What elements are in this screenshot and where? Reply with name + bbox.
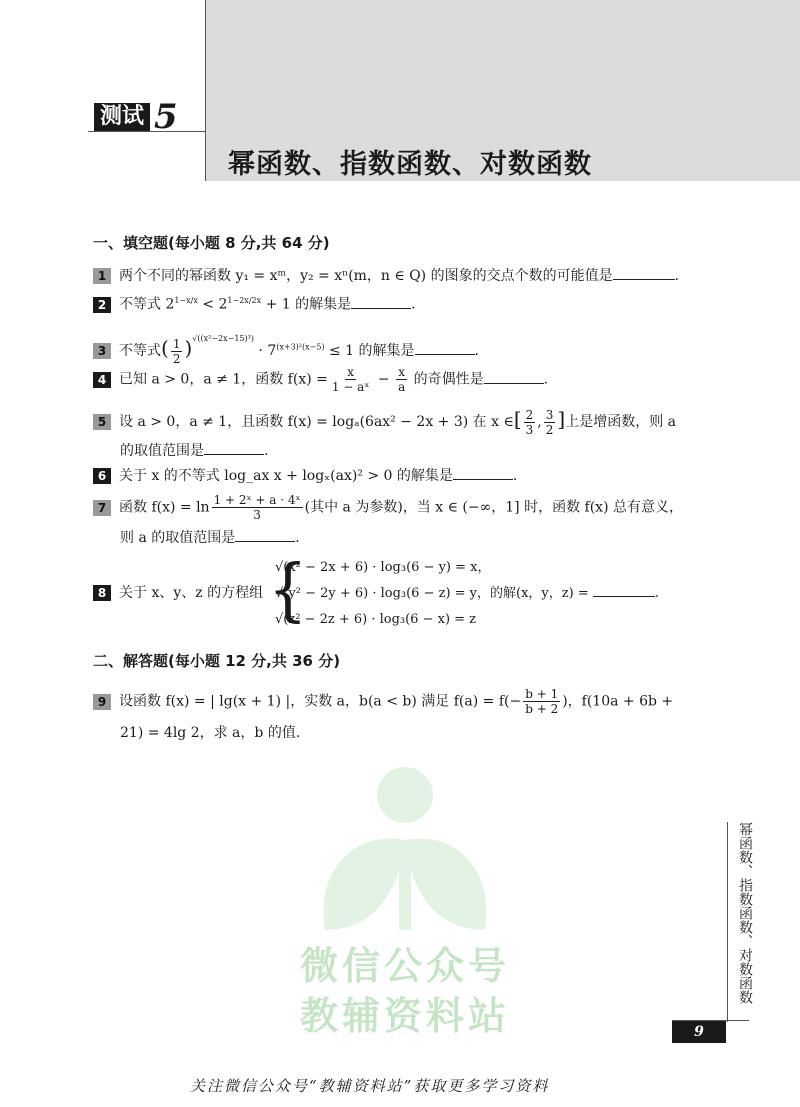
denominator: 3 bbox=[525, 422, 534, 437]
equation-3: √(z² − 2z + 6) · log₃(6 − x) = z bbox=[275, 612, 477, 627]
test-badge bbox=[88, 97, 184, 137]
answer-blank[interactable] bbox=[613, 265, 675, 280]
denominator: 1 − aˣ bbox=[331, 380, 370, 394]
exponent: √((x²−2x−15)³) bbox=[192, 334, 254, 343]
exponent: (x+3)²(x−5) bbox=[276, 342, 325, 352]
period: . bbox=[674, 268, 680, 284]
footer-note: 关注微信公众号“教辅资料站”获取更多学习资料 bbox=[190, 1077, 550, 1095]
section-answer: 二、解答题(每小题 12 分,共 36 分) bbox=[93, 652, 341, 670]
badge-number: 5 bbox=[154, 97, 178, 137]
watermark-text-2: 教辅资料站 bbox=[300, 994, 511, 1038]
question-text-suffix: 的解(x，y，z) = bbox=[490, 586, 589, 601]
period: . bbox=[264, 443, 269, 459]
answer-blank[interactable] bbox=[351, 294, 411, 309]
question-2 bbox=[93, 288, 720, 318]
question-6 bbox=[93, 463, 720, 489]
question-text-suffix: 的奇偶性是 bbox=[409, 371, 484, 388]
question-text-mid: < 2 bbox=[197, 296, 228, 313]
denominator: 2 bbox=[545, 422, 554, 437]
equation-2 bbox=[275, 581, 659, 607]
question-number: 6 bbox=[93, 468, 111, 484]
period: . bbox=[512, 468, 518, 484]
question-9-continued: 21) = 4lg 2，求 a，b 的值. bbox=[120, 725, 301, 741]
bracket-close: ] bbox=[557, 407, 566, 431]
numerator: x bbox=[347, 365, 355, 379]
page-title: 幂函数、指数函数、对数函数 bbox=[228, 149, 592, 180]
numerator: 1 + 2ˣ + a · 4ˣ bbox=[213, 493, 301, 507]
question-text-suffix: 上是增函数，则 a bbox=[565, 414, 676, 430]
question-7-continued bbox=[120, 525, 300, 551]
page-number: 9 bbox=[672, 1021, 726, 1043]
question-5: 5 设 a > 0，a ≠ 1，且函数 f(x) = logₐ(6ax² − 2x + 3) 在 x ∈[ $\frac{2}{3}$ , $\frac{3}{2}$ ]上是增函数，则 a bbox=[93, 406, 720, 437]
numerator: x bbox=[398, 365, 406, 379]
paren-open: ( bbox=[161, 336, 169, 360]
section-fill-in: 一、填空题(每小题 8 分,共 64 分) bbox=[93, 234, 330, 252]
bracket-open: [ bbox=[513, 407, 522, 431]
question-text-prefix: 不等式 2 bbox=[119, 296, 175, 313]
equation-1: √(x² − 2x + 6) · log₃(6 − y) = x， bbox=[275, 560, 491, 575]
question-number: 9 bbox=[93, 694, 111, 710]
question-5-continued bbox=[120, 438, 268, 464]
equation-2-text: √(y² − 2y + 6) · log₃(6 − z) = y， bbox=[275, 586, 491, 601]
watermark-text-1: 微信公众号 bbox=[300, 944, 511, 988]
question-7 bbox=[93, 493, 720, 522]
answer-blank[interactable] bbox=[235, 527, 295, 542]
numerator: 2 bbox=[525, 407, 534, 422]
denominator: 3 bbox=[253, 508, 261, 522]
question-3 bbox=[93, 326, 720, 366]
question-text-suffix: )，f(10a + 6b + bbox=[562, 693, 674, 710]
fraction-1 bbox=[330, 365, 372, 394]
fraction-right bbox=[544, 408, 556, 437]
answer-blank[interactable] bbox=[593, 582, 655, 597]
question-text-mid: · 7 bbox=[253, 343, 277, 359]
side-chapter-tab: 幂函数、指数函数、对数函数 bbox=[727, 822, 754, 1022]
question-number: 3 bbox=[93, 343, 111, 359]
question-text-prefix: 设函数 f(x) = | lg(x + 1) |，实数 a，b(a < b) 满足 f(a) = f(− bbox=[119, 693, 522, 710]
fraction bbox=[523, 687, 560, 716]
equation-system bbox=[275, 555, 659, 633]
period: . bbox=[295, 530, 300, 546]
question-4 bbox=[93, 365, 720, 394]
question-text: 两个不同的幂函数 y₁ = xᵐ，y₂ = xⁿ(m，n ∈ Q) 的图象的交点个数的可能值是 bbox=[119, 268, 613, 284]
question-number: 8 bbox=[93, 585, 111, 601]
numerator: b + 1 bbox=[525, 687, 559, 701]
badge-label: 测试 bbox=[94, 103, 150, 131]
question-text-prefix: 不等式 bbox=[119, 343, 161, 359]
fraction-half bbox=[171, 337, 183, 366]
fraction-left bbox=[524, 408, 536, 437]
answer-blank[interactable] bbox=[415, 340, 475, 355]
question-text: 的取值范围是 bbox=[120, 443, 204, 459]
denominator: 2 bbox=[172, 351, 181, 366]
question-text-suffix: + 1 的解集是 bbox=[261, 296, 352, 313]
question-number: 4 bbox=[93, 372, 111, 388]
question-text-prefix: 设 a > 0，a ≠ 1，且函数 f(x) = logₐ(6ax² − 2x + 3) 在 x ∈ bbox=[119, 414, 514, 430]
question-1 bbox=[93, 263, 720, 289]
period: . bbox=[543, 371, 549, 388]
question-text-prefix: 函数 f(x) = ln bbox=[119, 499, 210, 516]
minus-sign: − bbox=[373, 371, 395, 388]
fraction-2 bbox=[396, 365, 407, 394]
system-brace: { bbox=[268, 549, 308, 630]
period: . bbox=[654, 586, 660, 601]
period: . bbox=[411, 296, 416, 313]
numerator: 1 bbox=[172, 336, 181, 351]
question-text-suffix: ≤ 1 的解集是 bbox=[324, 343, 415, 359]
question-text-prefix: 已知 a > 0，a ≠ 1，函数 f(x) = bbox=[119, 371, 328, 388]
question-number: 7 bbox=[93, 500, 111, 516]
answer-blank[interactable] bbox=[484, 369, 544, 384]
question-number: 5 bbox=[93, 414, 111, 430]
exponent: 1−2x/2x bbox=[227, 296, 262, 305]
fraction bbox=[212, 493, 303, 522]
question-number: 2 bbox=[93, 297, 111, 313]
question-text-prefix: 关于 x、y、z 的方程组 bbox=[119, 585, 264, 601]
answer-blank[interactable] bbox=[453, 465, 513, 480]
exponent: 1−x/x bbox=[174, 296, 198, 305]
numerator: 3 bbox=[545, 407, 554, 422]
question-9 bbox=[93, 687, 720, 716]
question-text: 关于 x 的不等式 log_ax x + logₓ(ax)² > 0 的解集是 bbox=[119, 468, 453, 484]
answer-blank[interactable] bbox=[204, 440, 264, 455]
paren-close: ) bbox=[184, 336, 193, 360]
denominator: b + 2 bbox=[525, 702, 559, 716]
question-text-suffix: (其中 a 为参数)，当 x ∈ (−∞，1] 时，函数 f(x) 总有意义， bbox=[304, 499, 683, 516]
question-number: 1 bbox=[93, 268, 111, 284]
question-text: 则 a 的取值范围是 bbox=[120, 530, 236, 546]
header-divider-vertical bbox=[205, 0, 206, 181]
denominator: a bbox=[398, 380, 406, 394]
period: . bbox=[474, 343, 479, 359]
